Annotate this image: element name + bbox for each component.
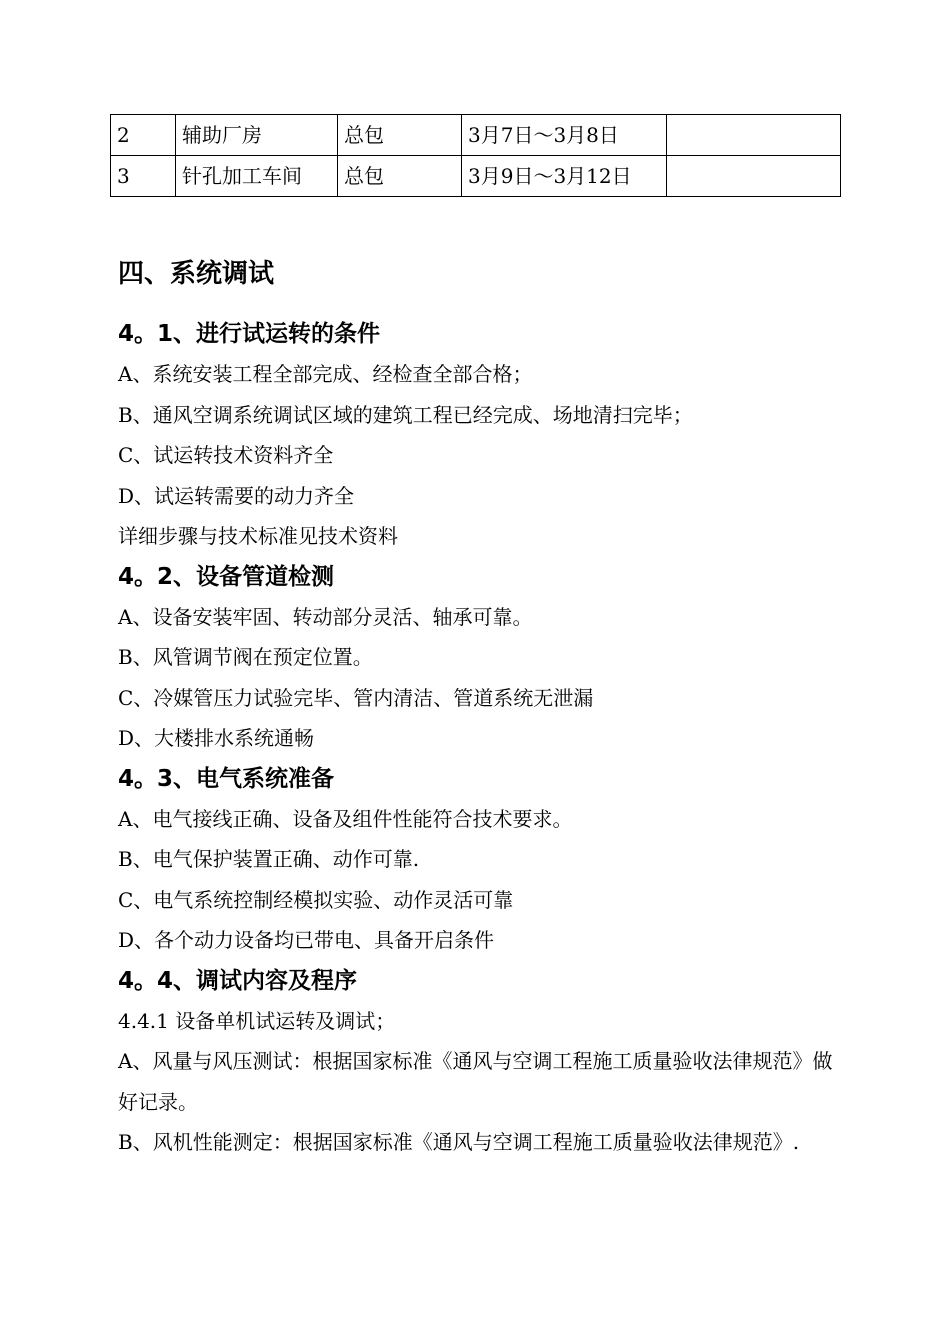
- section-title: 4。3、电气系统准备: [118, 765, 335, 792]
- section-title: 4。2、设备管道检测: [118, 563, 335, 590]
- paragraph: A、电气接线正确、设备及组件性能符合技术要求。: [118, 806, 573, 831]
- section: [118, 557, 838, 759]
- section-title: 4。1、进行试运转的条件: [118, 321, 381, 347]
- paragraph: 详细步骤与技术标准见技术资料: [118, 524, 398, 548]
- table-row: [111, 115, 841, 156]
- paragraph: D、试运转需要的动力齐全: [118, 483, 355, 508]
- paragraph: C、试运转技术资料齐全: [118, 443, 334, 467]
- contractor: 总包: [338, 115, 462, 156]
- paragraph: B、通风空调系统调试区域的建筑工程已经完成、场地清扫完毕；: [118, 402, 693, 427]
- paragraph: A、设备安装牢固、转动部分灵活、轴承可靠。: [118, 604, 533, 629]
- section: [118, 759, 838, 961]
- section: [118, 314, 838, 557]
- paragraph: D、大楼排水系统通畅: [118, 726, 315, 750]
- document-body: [118, 252, 838, 1163]
- building-name: 针孔加工车间: [176, 156, 338, 197]
- row-number: 3: [111, 156, 176, 197]
- paragraph: A、系统安装工程全部完成、经检查全部合格；: [118, 362, 533, 386]
- paragraph: 4.4.1 设备单机试运转及调试；: [118, 1008, 396, 1033]
- section-title: 4。4、调试内容及程序: [118, 967, 358, 994]
- schedule-table: [110, 114, 841, 197]
- chapter-heading: 四、系统调试: [118, 259, 275, 289]
- remarks: [667, 115, 841, 156]
- building-name: 辅助厂房: [176, 115, 338, 156]
- paragraph: B、风管调节阀在预定位置。: [118, 645, 373, 669]
- paragraph: B、电气保护装置正确、动作可靠.: [118, 847, 420, 871]
- remarks: [667, 156, 841, 197]
- date-range: 3月7日～3月8日: [462, 115, 667, 156]
- paragraph: C、冷媒管压力试验完毕、管内清洁、管道系统无泄漏: [118, 685, 594, 710]
- paragraph: C、电气系统控制经模拟实验、动作灵活可靠: [118, 887, 514, 912]
- paragraph: B、风机性能测定：根据国家标准《通风与空调工程施工质量验收法律规范》.: [118, 1130, 800, 1154]
- paragraph: D、各个动力设备均已带电、具备开启条件: [118, 928, 495, 952]
- date-range: 3月9日～3月12日: [462, 156, 667, 197]
- row-number: 2: [111, 115, 176, 156]
- paragraph: A、风量与风压测试：根据国家标准《通风与空调工程施工质量验收法律规范》做好记录。: [118, 1049, 833, 1114]
- section: [118, 961, 838, 1163]
- table-row: [111, 156, 841, 197]
- contractor: 总包: [338, 156, 462, 197]
